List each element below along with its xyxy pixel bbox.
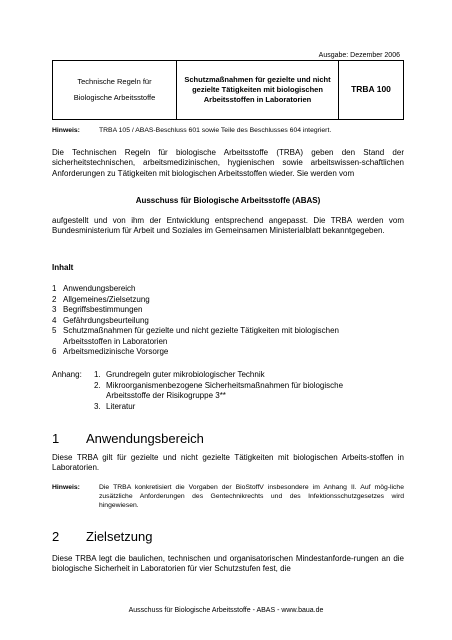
section-1-number: 1 (52, 431, 60, 446)
section-1-hinweis-label: Hinweis: (52, 484, 80, 491)
anhang-item-sicherheitsmassnahmen[interactable]: Mikroorganismenbezogene Sicherheitsmaßnahmen für biologische (106, 380, 344, 390)
toc-item-begriffsbestimmungen[interactable]: Begriffsbestimmungen (63, 305, 143, 314)
page-footer: Ausschuss für Biologische Arbeitsstoffe - ABAS - www.baua.de (128, 607, 324, 614)
section-2-text: Diese TRBA legt die baulichen, technischen und organisatorischen Mindestanforde-rungen an die biologische Sicherheit in Laboratorien für vier Schutzstufen fest, die (52, 554, 404, 574)
toc-item-schutzmassnahmen[interactable]: Schutzmaßnahmen für gezielte und nicht gezielte Tätigkeiten mit biologischen (63, 326, 340, 335)
anhang-label: Anhang: (52, 370, 82, 379)
toc-item-schutzmassnahmen-cont[interactable]: Arbeitsstoffen in Laboratorien (63, 336, 168, 346)
intro-paragraph: Die Technischen Regeln für biologische Arbeitsstoffe (TRBA) geben den Stand der sicherheitstechnischen, arbeitsmedizinischen, hygienischen sowie arbeitswissen-schaftlichen Anforderungen zu Tätigkeiten mit biologischen Arbeitsstoffen wieder. Sie werden vom (52, 148, 404, 178)
toc-item-num: 1 (52, 284, 57, 293)
toc-item-allgemeines[interactable]: Allgemeines/Zielsetzung (63, 294, 150, 304)
toc-item-num: 3 (52, 305, 57, 314)
section-1-hinweis (52, 484, 404, 514)
edition-date: Ausgabe: Dezember 2006 (318, 52, 400, 59)
header-document-title: Schutzmaßnahmen für gezielte und nicht gezielte Tätigkeiten mit biologischen Arbeitsstoffen in Laboratorien (177, 61, 339, 120)
anhang-item-num: 2. (94, 380, 101, 390)
anhang-item-sicherheitsmassnahmen-cont[interactable]: Arbeitsstoffe der Risikogruppe 3** (106, 391, 226, 400)
toc-item-anwendungsbereich[interactable]: Anwendungsbereich (63, 284, 136, 293)
anhang-item-literatur[interactable]: Literatur (106, 401, 136, 411)
toc-item-num: 4 (52, 315, 57, 325)
section-1-hinweis-text: Die TRBA konkretisiert die Vorgaben der BioStoffV insbesondere im Anhang II. Auf mög-liche zusätzliche Anforderungen des Gentechnikrechts und des Infektionsschutzgesetzes wird hingewiesen. (99, 484, 404, 509)
hinweis-text: TRBA 105 / ABAS-Beschluss 601 sowie Teile des Beschlusses 604 integriert. (99, 127, 332, 134)
toc-item-num: 5 (52, 326, 57, 335)
intro-continuation: aufgestellt und von ihm der Entwicklung entsprechend angepasst. Die TRBA werden vom Bundesministerium für Arbeit und Soziales im Gemeinsamen Ministerialblatt bekanntgegeben. (52, 216, 404, 236)
anhang-item-num: 3. (94, 401, 101, 411)
header-table (52, 60, 404, 120)
header-document-code: TRBA 100 (339, 61, 404, 120)
anhang-item-num: 1. (94, 370, 101, 379)
hinweis-label: Hinweis: (52, 127, 80, 134)
header-series-line2: Biologische Arbeitsstoffe (73, 93, 156, 102)
section-1-text: Diese TRBA gilt für gezielte und nicht gezielte Tätigkeiten mit biologischen Arbeits-stoffen in Laboratorien. (52, 453, 404, 473)
toc-heading: Inhalt (52, 263, 74, 272)
committee-name: Ausschuss für Biologische Arbeitsstoffe (ABAS) (135, 196, 321, 205)
section-2-title: Zielsetzung (86, 529, 153, 544)
anhang-item-grundregeln[interactable]: Grundregeln guter mikrobiologischer Technik (106, 370, 265, 379)
header-series-line1: Technische Regeln für (77, 76, 152, 86)
toc-item-vorsorge[interactable]: Arbeitsmedizinische Vorsorge (63, 347, 169, 356)
toc-item-gefaehrdungsbeurteilung[interactable]: Gefährdungsbeurteilung (63, 315, 149, 325)
header-series (53, 61, 177, 120)
section-2-number: 2 (52, 529, 60, 544)
hinweis-note (52, 127, 404, 137)
toc-item-num: 6 (52, 347, 57, 356)
toc-item-num: 2 (52, 294, 57, 304)
section-1-title: Anwendungsbereich (86, 431, 204, 446)
